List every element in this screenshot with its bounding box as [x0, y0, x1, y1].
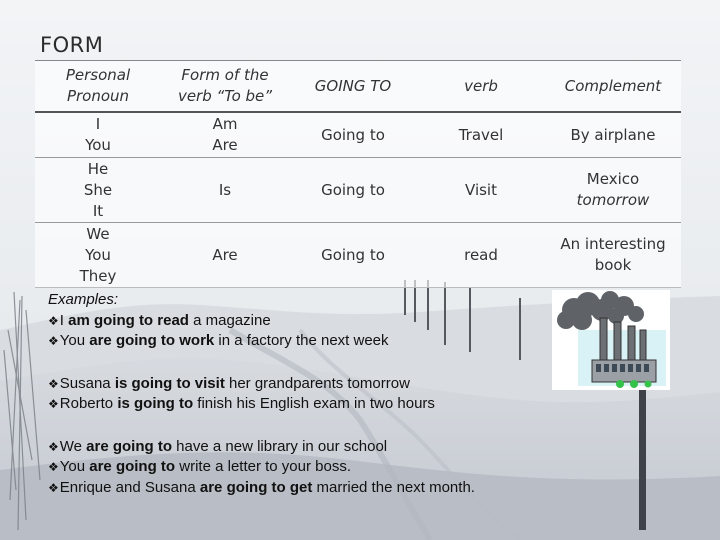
- header-form-of-verb: Form of the verb “To be”: [161, 61, 289, 113]
- table-row: [35, 223, 681, 288]
- diamond-bullet-icon: ❖: [48, 439, 59, 454]
- diamond-bullet-icon: ❖: [48, 397, 59, 411]
- header-complement: Complement: [545, 61, 681, 113]
- header-row: [35, 61, 681, 113]
- header-verb: verb: [417, 61, 545, 113]
- header-personal-pronoun: Personal Pronoun: [35, 61, 161, 113]
- examples-heading: Examples:: [48, 291, 119, 308]
- factory-clipart-image: [552, 290, 670, 390]
- diamond-bullet-icon: ❖: [48, 460, 59, 474]
- going-to-cell: Going to: [321, 245, 385, 264]
- pronoun-cell: He She It: [35, 158, 161, 223]
- diamond-bullet-icon: ❖: [48, 334, 59, 348]
- example-sentence: ❖Susana is going to visit her grandparents tomorrow: [48, 374, 410, 392]
- slide-title: FORM: [40, 33, 104, 57]
- going-to-cell: Going to: [289, 158, 417, 223]
- example-sentence: ❖You are going to write a letter to your boss.: [48, 458, 351, 475]
- example-sentence: ❖Roberto is going to finish his English exam in two hours: [48, 395, 435, 412]
- example-sentence: ❖I am going to read a magazine: [48, 311, 271, 329]
- example-sentence: ❖Enrique and Susana are going to get married the next month.: [48, 478, 475, 496]
- be-form-cell: Are: [212, 245, 238, 264]
- form-table: [35, 60, 681, 288]
- header-going-to: GOING TO: [289, 61, 417, 113]
- going-to-cell: Going to: [289, 112, 417, 158]
- be-form-cell: Am Are: [161, 112, 289, 158]
- verb-cell: Travel: [417, 112, 545, 158]
- be-form-cell: Is: [161, 158, 289, 223]
- example-sentence: ❖We are going to have a new library in our school: [48, 437, 388, 455]
- verb-cell: Visit: [417, 158, 545, 223]
- pronoun-cell: We You They: [79, 224, 117, 285]
- complement-cell: Mexico tomorrow: [545, 158, 681, 223]
- example-sentence: ❖You are going to work in a factory the next week: [48, 332, 389, 349]
- diamond-bullet-icon: ❖: [48, 376, 59, 391]
- complement-cell: By airplane: [545, 112, 681, 158]
- diamond-bullet-icon: ❖: [48, 313, 59, 328]
- pronoun-cell: I You: [35, 112, 161, 158]
- table-row: [35, 158, 681, 223]
- complement-cell: An interesting book: [560, 235, 666, 274]
- examples-section: [48, 290, 475, 498]
- table-row: [35, 112, 681, 158]
- verb-cell: read: [464, 245, 498, 264]
- diamond-bullet-icon: ❖: [48, 480, 59, 495]
